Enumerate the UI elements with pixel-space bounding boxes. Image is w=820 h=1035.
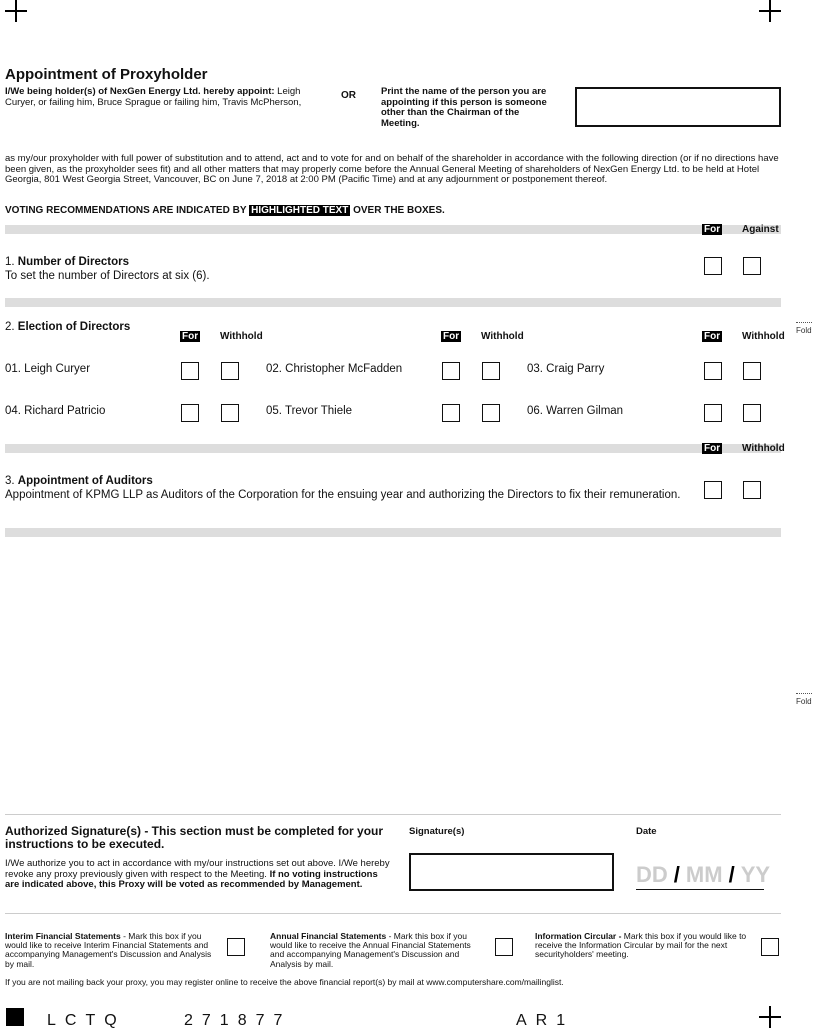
section-bar-3 bbox=[5, 444, 781, 453]
appointment-intro-bold: I/We being holder(s) of NexGen Energy Ltd. hereby appoint: bbox=[5, 86, 275, 97]
signature-label: Signature(s) bbox=[409, 826, 465, 837]
registration-square-mark bbox=[6, 1008, 24, 1026]
signature-field[interactable] bbox=[409, 853, 614, 891]
date-label: Date bbox=[636, 826, 657, 837]
director-2-withhold-checkbox[interactable] bbox=[482, 362, 500, 380]
r1-against-checkbox[interactable] bbox=[743, 257, 761, 275]
r2-col2-for-header: For bbox=[443, 331, 460, 342]
r2-col1-for-header: For bbox=[182, 331, 199, 342]
signature-top-rule bbox=[5, 814, 781, 815]
appointment-title: Appointment of Proxyholder bbox=[5, 66, 208, 83]
r3-title: 3. Appointment of Auditors bbox=[5, 475, 153, 487]
rec-highlight: HIGHLIGHTED TEXT bbox=[251, 205, 349, 216]
proxyholder-name-field[interactable] bbox=[575, 87, 781, 127]
appointment-intro-rest: Leigh Curyer, or failing him, Bruce Sprague or failing him, Travis McPherson, bbox=[5, 86, 302, 108]
fold-marker-2: Fold bbox=[796, 697, 812, 706]
r2-col3-for-header: For bbox=[704, 331, 721, 342]
signature-heading: Authorized Signature(s) - This section must be completed for your instructions to be executed. bbox=[5, 824, 384, 851]
appointment-intro bbox=[5, 87, 305, 108]
director-2-for-checkbox[interactable] bbox=[442, 362, 460, 380]
interim-statements-checkbox[interactable] bbox=[227, 938, 245, 956]
r2-col3-withhold-header: Withhold bbox=[742, 331, 785, 342]
director-1-withhold-checkbox[interactable] bbox=[221, 362, 239, 380]
date-year: YY bbox=[740, 862, 771, 887]
r1-against-header: Against bbox=[742, 224, 779, 235]
section-bar-4 bbox=[5, 528, 781, 537]
mailing-footer-note: If you are not mailing back your proxy, you may register online to receive the above financial report(s) by mail at www.computershare.com/mailinglist. bbox=[5, 977, 564, 987]
crop-mark-top-right bbox=[759, 0, 781, 22]
information-circular-checkbox[interactable] bbox=[761, 938, 779, 956]
r2-col1-withhold-header: Withhold bbox=[220, 331, 263, 342]
director-5: 05. Trevor Thiele bbox=[266, 405, 353, 417]
r1-description: To set the number of Directors at six (6). bbox=[5, 270, 210, 282]
date-slash-1: / bbox=[673, 862, 680, 887]
r1-title: 1. Number of Directors bbox=[5, 256, 129, 268]
director-1-for-checkbox[interactable] bbox=[181, 362, 199, 380]
signature-authorization-text: I/We authorize you to act in accordance with my/our instructions set out above. I/We hereby revoke any proxy previously given with respect to the Meeting. If no voting instructions are indicated above, this Proxy will be voted as recommended by Management. bbox=[5, 858, 390, 890]
r1-for-header: For bbox=[704, 224, 721, 235]
section-bar-2 bbox=[5, 298, 781, 307]
director-3-for-checkbox[interactable] bbox=[704, 362, 722, 380]
code-lctq: LCTQ bbox=[47, 1012, 126, 1029]
director-5-for-checkbox[interactable] bbox=[442, 404, 460, 422]
date-field[interactable] bbox=[636, 862, 771, 890]
voting-recommendations bbox=[5, 205, 445, 216]
director-4: 04. Richard Patricio bbox=[5, 405, 106, 417]
crop-mark-top-left bbox=[5, 0, 27, 22]
mailing-top-rule bbox=[5, 913, 781, 914]
rec-suffix: OVER THE BOXES. bbox=[350, 205, 445, 216]
code-number: 271877 bbox=[184, 1012, 292, 1029]
date-slash-2: / bbox=[728, 862, 735, 887]
interim-statements-text: Interim Financial Statements - Mark this box if you would like to receive Interim Financial Statements and accompanying Management's Discussion and Analysis by mail. bbox=[5, 931, 212, 969]
date-day: DD bbox=[636, 862, 668, 887]
director-6: 06. Warren Gilman bbox=[527, 405, 624, 417]
director-2: 02. Christopher McFadden bbox=[266, 363, 403, 375]
director-6-withhold-checkbox[interactable] bbox=[743, 404, 761, 422]
director-1: 01. Leigh Curyer bbox=[5, 363, 91, 375]
director-4-for-checkbox[interactable] bbox=[181, 404, 199, 422]
director-4-withhold-checkbox[interactable] bbox=[221, 404, 239, 422]
annual-statements-checkbox[interactable] bbox=[495, 938, 513, 956]
rec-prefix: VOTING RECOMMENDATIONS ARE INDICATED BY bbox=[5, 205, 250, 216]
r3-description: Appointment of KPMG LLP as Auditors of the Corporation for the ensuing year and authorizing the Directors to fix their remuneration. bbox=[5, 489, 681, 501]
r3-for-header: For bbox=[704, 443, 721, 454]
crop-mark-bottom-right bbox=[759, 1006, 781, 1028]
director-3: 03. Craig Parry bbox=[527, 363, 605, 375]
r3-for-checkbox[interactable] bbox=[704, 481, 722, 499]
code-ar1: AR1 bbox=[516, 1012, 575, 1029]
annual-statements-text: Annual Financial Statements - Mark this box if you would like to receive the Annual Financial Statements and accompanying Management's Discussion and Analysis by mail. bbox=[270, 931, 471, 969]
r3-withhold-checkbox[interactable] bbox=[743, 481, 761, 499]
information-circular-text: Information Circular - Mark this box if you would like to receive the Information Circular by mail for the next securityholders' meeting. bbox=[535, 931, 747, 960]
director-5-withhold-checkbox[interactable] bbox=[482, 404, 500, 422]
r1-for-checkbox[interactable] bbox=[704, 257, 722, 275]
section-bar-1 bbox=[5, 225, 781, 234]
proxy-paragraph: as my/our proxyholder with full power of substitution and to attend, act and to vote for and on behalf of the shareholder in accordance with the following direction (or if no directions have been given, as the proxyholder sees fit) and all other matters that may properly come before the Annual General Meeting of shareholders of NexGen Energy Ltd. to be held at Hotel Georgia, 801 West Georgia Street, Vancouver, BC on June 7, 2018 at 2:00 PM (Pacific Time) and at any adjournment or postponement thereof. bbox=[5, 153, 779, 185]
director-3-withhold-checkbox[interactable] bbox=[743, 362, 761, 380]
r3-withhold-header: Withhold bbox=[742, 443, 785, 454]
print-name-instruction: Print the name of the person you are appointing if this person is someone other than the Chairman of the Meeting. bbox=[381, 86, 547, 129]
r2-col2-withhold-header: Withhold bbox=[481, 331, 524, 342]
date-month: MM bbox=[685, 862, 723, 887]
r2-title: 2. Election of Directors bbox=[5, 321, 131, 333]
or-label: OR bbox=[341, 90, 356, 101]
fold-marker-1: Fold bbox=[796, 326, 812, 335]
director-6-for-checkbox[interactable] bbox=[704, 404, 722, 422]
